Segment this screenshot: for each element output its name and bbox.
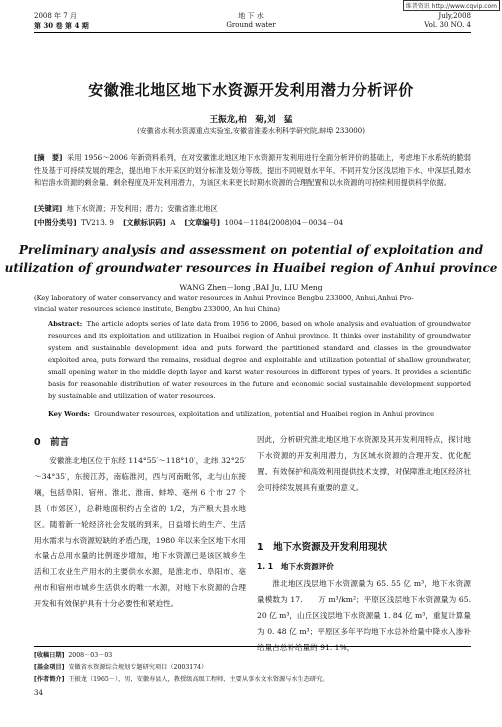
- keywords-cn-label: [关键词]: [34, 204, 63, 213]
- abstract-cn-text: 采用 1956～2006 年新资料系列，在对安徽淮北地区地下水资源开发利用进行全面分析评价的基础上，考虑地下水系统的脆弱性及基于可持续发展的理念，提出地下水开采区的划分标准及划分等级，提出不同规划水平年、不同开发分区浅层地下水、中深层孔隙水和岩溶水资源的剩余量、剩余程度及开发利用潜力，为该区未来更长时期水资源的合理配置和以水资源的可持续利用提供科学依据。: [34, 153, 471, 187]
- fund-value: 安徽省水资源综合规划专题研究项目（2003174）: [68, 664, 208, 671]
- affiliation-en-line2: vincial water resources science institute, Bengbu 233000, An hui China): [34, 305, 280, 313]
- keywords-en-label: Key Words:: [48, 410, 90, 418]
- author-bio-value: 王振龙（1965－），男，安徽寿县人，教授级高级工程师，主要从事水文水资源与水生态研究。: [68, 676, 329, 683]
- abstract-en-text: The article adopts series of late data from 1956 to 2006, based on whole analysis and evaluation of groundwater resources and its exploitation and utilization in Huaibei region of Anhui province. It thinks over instability of groundwater system and sustainable development idea and puts forward the partitioned standard and classes in the groundwater exploited area, puts forward the remains, residual degree and exploitable and utilization potential of shallow groundwater, small opening water in the middle depth layer and karst water resources in different types of years. It provides a scientific basis for reasonable distribution of water resources in the future and economic social sustainable development supported by sustainable and utilization of water resources.: [48, 320, 471, 400]
- abstract-cn: [34, 152, 471, 190]
- journal-name-cn: 地 下 水: [238, 12, 264, 20]
- doc-code-label: [文献标识码]: [123, 218, 166, 227]
- journal-name-en: Ground water: [226, 21, 276, 29]
- section1-heading: 1 地下水资源及开发利用现状: [257, 542, 388, 553]
- authors-cn: 王振龙,柏 菊,刘 猛: [209, 115, 293, 125]
- clc-value: TV213. 9: [81, 218, 114, 227]
- section0-heading: 0 前言: [34, 437, 70, 448]
- clc-label: [中图分类号]: [34, 218, 77, 227]
- keywords-cn: [34, 203, 471, 216]
- fund-label: [基金项目]: [34, 664, 65, 671]
- abstract-en: [48, 318, 471, 402]
- authors-en: WANG Zhen－long ,BAI Ju, LIU Meng: [179, 283, 323, 292]
- footnote-author: [34, 674, 329, 685]
- footnote-received: [34, 650, 112, 661]
- affiliation-cn: (安徽省水利水资源重点实验室,安徽省淮委水利科学研究院,蚌埠 233000): [137, 127, 365, 135]
- classification-line: [34, 217, 471, 230]
- abstract-cn-label: [摘 要]: [34, 153, 63, 162]
- section1-1-text: 淮北地区浅层地下水资源量为 65. 55 亿 m³，地下水资源量模数为 17. 万 m³/km²；平原区浅层地下水资源量为 65. 20 亿 m³，山丘区浅层地下水资源量 1. 84 亿 m³，重复计算量为 0. 48 亿 m³；平原区多年平均地下水总补给量中降水入渗补给量占总补给量的 91. 1%，: [257, 579, 471, 652]
- journal-volume-en: Vol. 30 NO. 4: [424, 21, 471, 29]
- author-bio-label: [作者简介]: [34, 676, 65, 683]
- header-rule: [34, 32, 471, 33]
- article-title-en-line1: Preliminary analysis and assessment on potential of exploitation and: [18, 243, 484, 257]
- article-no-value: 1004－1184(2008)04－0034－04: [224, 218, 344, 227]
- doc-code-value: A: [170, 218, 176, 227]
- footnote-rule: [34, 646, 471, 647]
- page-number: 34: [34, 689, 43, 697]
- keywords-cn-text: 地下水资源；开发利用；潜力；安徽省淮北地区: [66, 204, 218, 213]
- intro-continuation: 因此，分析研究淮北地区地下水资源及其开发利用特点，探讨地下水资源的开发利用潜力，为区域水资源的合理开发、优化配置、有效保护和高效利用提供技术支撑，对保障淮北地区经济社会可持续发展具有重要的意义。: [257, 435, 471, 492]
- watermark-badge: 维普资讯 http://www.cqvip.com: [403, 0, 500, 11]
- section1-1-heading: 1. 1 地下水资源评价: [257, 562, 334, 571]
- abstract-en-label: Abstract:: [48, 320, 83, 328]
- keywords-en: [48, 408, 471, 420]
- received-value: 2008－03－03: [68, 652, 113, 659]
- affiliation-en: [34, 293, 471, 315]
- received-label: [收稿日期]: [34, 652, 65, 659]
- journal-date-en: July,2008: [438, 12, 471, 20]
- article-title-cn: 安徽淮北地区地下水资源开发利用潜力分析评价: [88, 81, 414, 99]
- article-title-en-line2: utilization of groundwater resources in Huaibei region of Anhui province: [4, 261, 498, 275]
- keywords-en-text: Groundwater resources, exploitation and utilization, potential and Huaibei region in Anhui province: [94, 410, 435, 418]
- article-no-label: [文章编号]: [184, 218, 220, 227]
- section0-text: 安徽淮北地区位于东经 114°55′～118°10′，北纬 32°25′～34°35′，东接江苏，南临淮河，西与河南毗邻，北与山东接壤，包括阜阳、宿州、淮北、淮南、蚌埠、亳州 6 个市 27 个县（市郊区），总耕地面积约占全省的 1/2，为产粮大县水地区。随着新一轮经济社会发展的到来，日益增长的生产、生活用水需求与水资源短缺的矛盾凸现，1980 年以来全区地下水用水量占总用水量的比例逐步增加，地下水资源已是该区城乡生活和工农业生产用水的主要供水水源，是淮北市、阜阳市、亳州市和宿州市城乡生活供水的唯一水源，对地下水资源的合理开发和有效保护具有十分必要性和紧迫性。: [34, 456, 246, 609]
- affiliation-en-line1: (Key laboratory of water conservancy and water resources in Anhui Province Bengbu 233000, Anhui,Anhui Pro-: [34, 294, 414, 302]
- journal-volume: 第 30 卷 第 4 期: [34, 21, 89, 30]
- footnote-fund: [34, 662, 207, 673]
- journal-date: 2008 年 7 月: [34, 12, 77, 20]
